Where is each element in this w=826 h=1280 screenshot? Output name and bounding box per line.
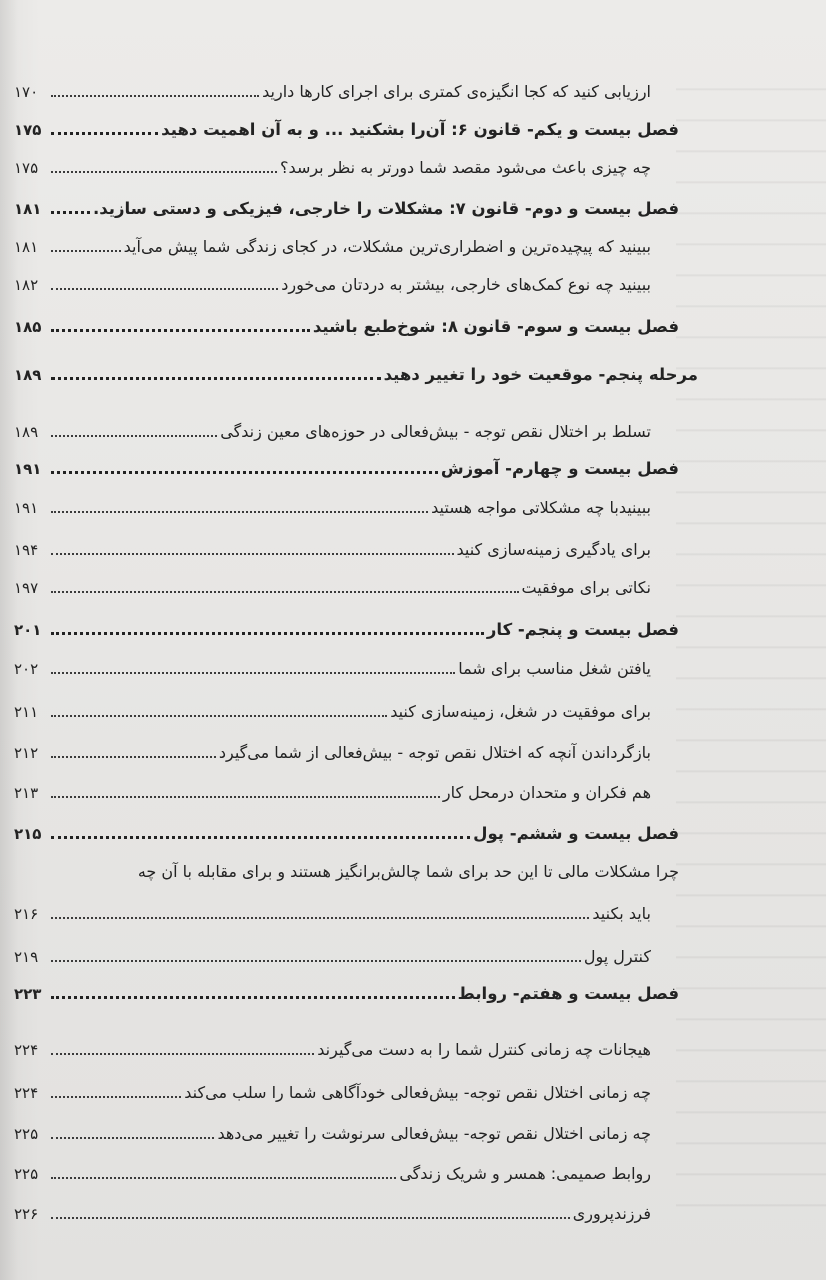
toc-page-number: ۲۱۵ — [14, 825, 42, 843]
toc-entry-title: یافتن شغل مناسب برای شما — [458, 659, 651, 678]
toc-page-number: ۱۸۹ — [14, 366, 42, 384]
leader-dots — [51, 1096, 181, 1098]
leader-dots — [51, 132, 158, 135]
toc-entry — [14, 275, 651, 295]
toc-chapter-title: فصل بیست و یکم- قانون ۶: آن‌را بشکنید ... و به آن اهمیت دهید — [161, 120, 679, 139]
toc-page-number: ۱۹۴ — [14, 541, 39, 559]
leader-dots — [51, 288, 278, 290]
toc-entry — [14, 659, 651, 679]
toc-chapter — [14, 120, 679, 140]
toc-entry-title: چه زمانی اختلال نقص توجه- بیش‌فعالی سرنوشت را تغییر می‌دهد — [217, 1124, 651, 1143]
toc-chapter — [14, 824, 679, 844]
toc-entry-title: هم فکران و متحدان درمحل کار — [442, 783, 651, 802]
toc-page-number: ۱۸۹ — [14, 423, 39, 441]
leader-dots — [51, 917, 589, 919]
leader-dots — [51, 1137, 214, 1139]
toc-entry — [14, 158, 651, 178]
toc-page-number: ۲۱۳ — [14, 784, 39, 802]
toc-page-number: ۲۱۹ — [14, 948, 39, 966]
leader-dots — [51, 756, 216, 758]
toc-entry-title: هیجانات چه زمانی کنترل شما را به دست می‌گیرند — [317, 1040, 651, 1059]
leader-dots — [51, 377, 381, 380]
toc-entry — [14, 237, 651, 257]
toc-page-number: ۱۸۵ — [14, 318, 42, 336]
toc-entry-title-line1: چرا مشکلات مالی تا این حد برای شما چالش‌برانگیز هستند و برای مقابله با آن چه — [137, 862, 679, 881]
toc-entry-title: ببینید چه نوع کمک‌های خارجی، بیشتر به دردتان می‌خورد — [281, 275, 651, 294]
leader-dots — [51, 511, 428, 513]
toc-chapter-title: فصل بیست و ششم- پول — [473, 824, 679, 843]
toc-chapter-title: فصل بیست و پنجم- کار — [486, 620, 679, 639]
leader-dots — [51, 1053, 314, 1055]
toc-entry-title: بازگرداندن آنچه که اختلال نقص توجه - بیش‌فعالی از شما می‌گیرد — [218, 743, 651, 762]
toc-entry — [14, 540, 651, 560]
toc-chapter-title: فصل بیست و چهارم- آموزش — [440, 459, 679, 478]
toc-section — [14, 365, 698, 385]
leader-dots — [51, 1177, 396, 1179]
toc-chapter — [14, 199, 679, 219]
toc-entry — [14, 1164, 651, 1184]
toc-page-number: ۱۹۱ — [14, 460, 42, 478]
leader-dots — [51, 553, 454, 555]
toc-page-number: ۱۷۵ — [14, 121, 42, 139]
toc-page-number: ۱۸۱ — [14, 238, 39, 256]
toc-section-title: مرحله پنجم- موقعیت خود را تغییر دهید — [383, 365, 698, 384]
leader-dots — [51, 471, 438, 474]
toc-chapter — [14, 459, 679, 479]
leader-dots — [51, 1217, 570, 1219]
toc-entry — [14, 498, 651, 518]
toc-entry-title: تسلط بر اختلال نقص توجه - بیش‌فعالی در حوزه‌های معین زندگی — [220, 422, 651, 441]
toc-entry-title: ببینید که پیچیده‌ترین و اضطراری‌ترین مشکلات، در کجای زندگی شما پیش می‌آید — [123, 237, 651, 256]
leader-dots — [51, 632, 484, 635]
toc-page-number: ۱۹۷ — [14, 579, 39, 597]
leader-dots — [51, 591, 519, 593]
leader-dots — [51, 329, 310, 332]
toc-entry-title: برای موفقیت در شغل، زمینه‌سازی کنید — [390, 702, 651, 721]
toc-page-number: ۱۹۱ — [14, 499, 39, 517]
toc-page-number: ۲۲۵ — [14, 1165, 39, 1183]
leader-dots — [51, 95, 259, 97]
leader-dots — [51, 796, 440, 798]
toc-page-number: ۲۲۳ — [14, 985, 42, 1003]
leader-dots — [51, 836, 470, 839]
toc-page-number: ۲۱۶ — [14, 905, 39, 923]
toc-page-number: ۱۸۱ — [14, 200, 42, 218]
toc-entry-title: فرزندپروری — [572, 1204, 651, 1223]
toc-page-number: ۱۸۲ — [14, 276, 39, 294]
toc-chapter-title: فصل بیست و دوم- قانون ۷: مشکلات را خارجی، فیزیکی و دستی سازید. — [92, 199, 679, 218]
toc-page-number: ۲۲۴ — [14, 1084, 39, 1102]
leader-dots — [51, 996, 455, 999]
toc-entry — [14, 947, 651, 967]
toc-entry — [14, 82, 651, 102]
toc-entry-title: برای یادگیری زمینه‌سازی کنید — [456, 540, 651, 559]
leader-dots — [51, 435, 217, 437]
leader-dots — [51, 960, 581, 962]
leader-dots — [51, 171, 277, 173]
toc-entry — [14, 702, 651, 722]
leader-dots — [51, 672, 455, 674]
toc-chapter-title: فصل بیست و هفتم- روابط — [457, 984, 679, 1003]
toc-chapter — [14, 984, 679, 1004]
toc-entry — [14, 1040, 651, 1060]
toc-entry-title: چه چیزی باعث می‌شود مقصد شما دورتر به نظر برسد؟ — [280, 158, 651, 177]
toc-entry-title: روابط صمیمی: همسر و شریک زندگی — [399, 1164, 651, 1183]
toc-chapter-title: فصل بیست و سوم- قانون ۸: شوخ‌طبع باشید — [312, 317, 679, 336]
toc-page-number: ۱۷۵ — [14, 159, 39, 177]
toc-entry — [14, 578, 651, 598]
toc-entry — [14, 743, 651, 763]
toc-chapter — [14, 317, 679, 337]
toc-entry-title: چه زمانی اختلال نقص توجه- بیش‌فعالی خودآگاهی شما را سلب می‌کند — [184, 1083, 651, 1102]
toc-page-number: ۲۰۲ — [14, 660, 39, 678]
toc-entry — [14, 783, 651, 803]
toc-entry — [14, 1124, 651, 1144]
toc-page-number: ۲۲۴ — [14, 1041, 39, 1059]
toc-entry — [14, 904, 651, 924]
toc-entry-title: باید بکنید — [592, 904, 651, 923]
leader-dots — [51, 250, 121, 252]
toc-chapter — [14, 620, 679, 640]
toc-entry-title: ارزیابی کنید که کجا انگیزه‌ی کمتری برای اجرای کارها دارید — [262, 82, 651, 101]
toc-entry — [14, 1204, 651, 1224]
toc-entry — [14, 1083, 651, 1103]
leader-dots — [51, 715, 387, 717]
leader-dots — [51, 211, 90, 214]
toc-page-number: ۲۱۲ — [14, 744, 39, 762]
toc-entry-title: کنترل پول — [583, 947, 651, 966]
toc-page-number: ۲۲۶ — [14, 1205, 39, 1223]
toc-page-number: ۱۷۰ — [14, 83, 39, 101]
toc-entry-title: ببینیدبا چه مشکلاتی مواجه هستید — [431, 498, 651, 517]
toc-entry — [14, 422, 651, 442]
toc-page-number: ۲۱۱ — [14, 703, 39, 721]
toc-page-number: ۲۰۱ — [14, 621, 42, 639]
toc-page-number: ۲۲۵ — [14, 1125, 39, 1143]
toc-entry-title: نکاتی برای موفقیت — [521, 578, 651, 597]
